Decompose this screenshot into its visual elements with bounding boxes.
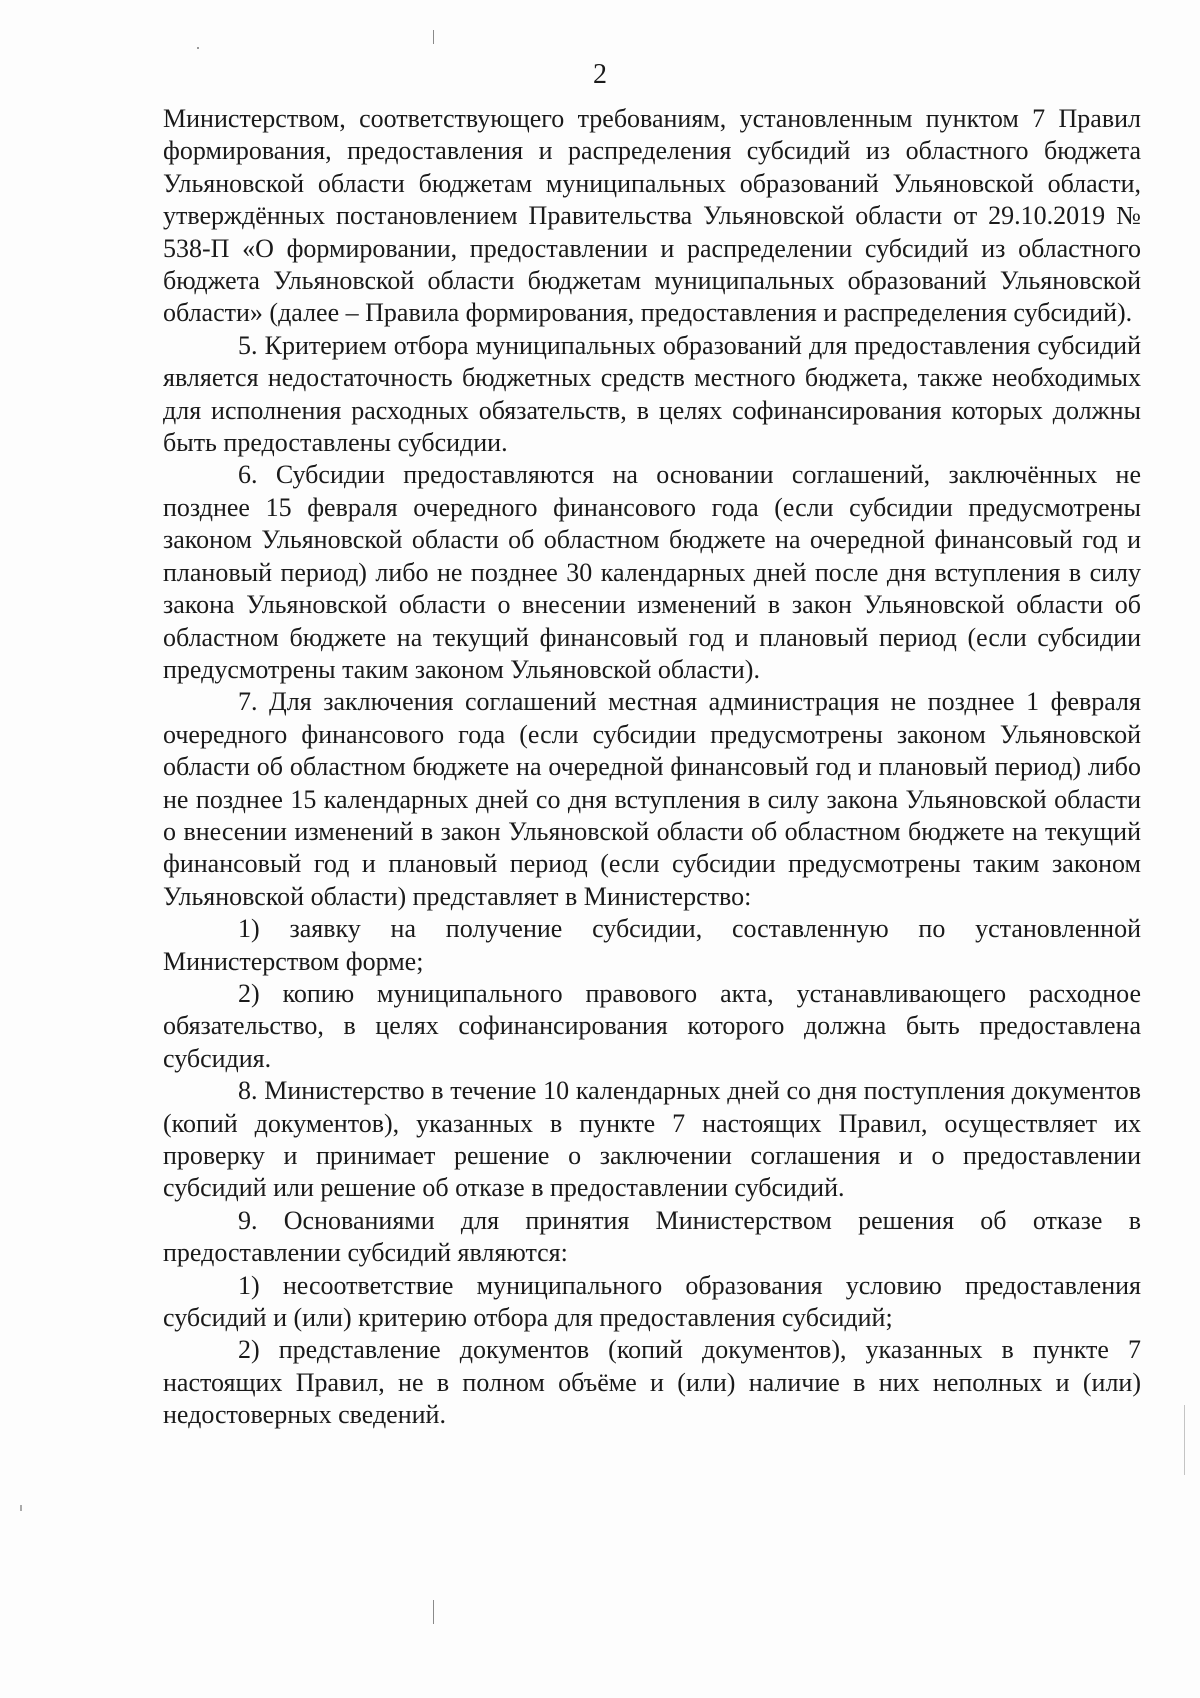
scan-speck: [433, 1600, 434, 1624]
page-number: 2: [593, 59, 607, 90]
paragraph-continuation: Министерством, соответствующего требованиям, установленным пунктом 7 Правил формирования, предоставления и распределения субсидий из областного бюджета Ульяновской области бюджетам муниципальных образований Ульяновской области, утверждённых постановлением Правительства Ульяновской области от 29.10.2019 № 538-П «О формировании, предоставлении и распределении субсидий из областного бюджета Ульяновской области бюджетам муниципальных образований Ульяновской области» (далее – Правила формирования, предоставления и распределения субсидий).: [163, 104, 1141, 328]
paragraph-item-5: 5. Критерием отбора муниципальных образований для предоставления субсидий является недостаточность бюджетных средств местного бюджета, также необходимых для исполнения расходных обязательств, в целях софинансирования которых должны быть предоставлены субсидии.: [163, 330, 1141, 458]
paragraph-item-8: 8. Министерство в течение 10 календарных дней со дня поступления документов (копий документов), указанных в пункте 7 настоящих Правил, осуществляет их проверку и принимает решение о заключении соглашения и о предоставлении субсидий или решение об отказе в предоставлении субсидий.: [163, 1076, 1141, 1203]
paragraph-item-9: 9. Основаниями для принятия Министерством решения об отказе в предоставлении субсидий являются:: [163, 1205, 1141, 1268]
paragraph-item-7-subitem-1: 1) заявку на получение субсидии, составленную по установленной Министерством форме;: [163, 914, 1141, 976]
scan-speck: [20, 1505, 22, 1511]
document-body: [163, 103, 1141, 1432]
paragraph-item-7-subitem-2: 2) копию муниципального правового акта, устанавливающего расходное обязательство, в целях софинансирования которого должна быть предоставлена субсидия.: [163, 978, 1141, 1073]
scan-speck: [1184, 1405, 1185, 1475]
paragraph-item-6: 6. Субсидии предоставляются на основании соглашений, заключённых не позднее 15 февраля очередного финансового года (если субсидии предусмотрены законом Ульяновской области об областном бюджете на очередной финансовый год и плановый период) либо не позднее 30 календарных дней после дня вступления в силу закона Ульяновской области о внесении изменений в закон Ульяновской области об областном бюджете на текущий финансовый год и плановый период (если субсидии предусмотрены таким законом Ульяновской области).: [163, 460, 1141, 684]
paragraph-item-9-subitem-2: 2) представление документов (копий документов), указанных в пункте 7 настоящих Правил, не в полном объёме и (или) наличие в них неполных и (или) недостоверных сведений.: [163, 1335, 1141, 1430]
scan-speck: [433, 30, 434, 44]
paragraph-item-9-subitem-1: 1) несоответствие муниципального образования условию предоставления субсидий и (или) критерию отбора для предоставления субсидий;: [163, 1270, 1141, 1333]
scan-speck: [197, 47, 199, 49]
paragraph-item-7: 7. Для заключения соглашений местная администрация не позднее 1 февраля очередного финансового года (если субсидии предусмотрены законом Ульяновской области об областном бюджете на очередной финансовый год и плановый период) либо не позднее 15 календарных дней со дня вступления в силу закона Ульяновской области о внесении изменений в закон Ульяновской области об областном бюджете на текущий финансовый год и плановый период (если субсидии предусмотрены таким законом Ульяновской области) представляет в Министерство:: [163, 687, 1141, 911]
